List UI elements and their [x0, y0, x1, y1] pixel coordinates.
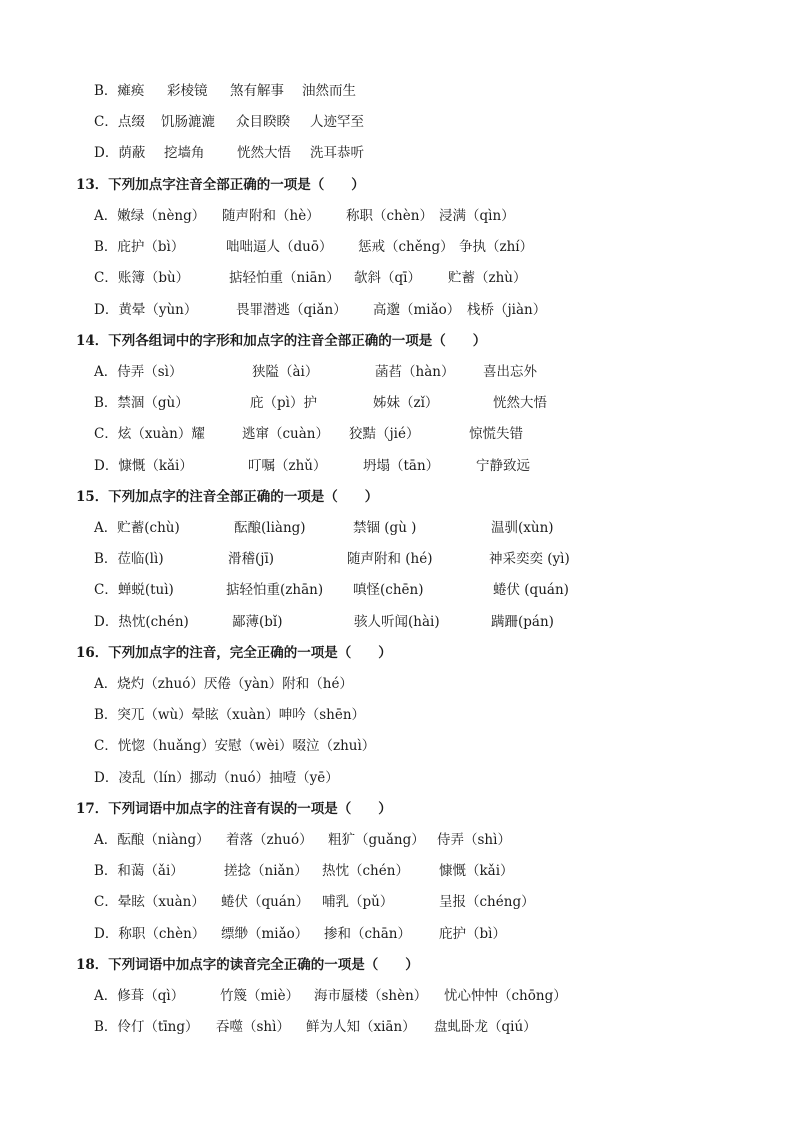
option-text: 惊慌失错 [469, 426, 523, 442]
option-text: 浸满（qìn） [439, 208, 515, 224]
option-text: A．修葺（qì） [94, 988, 185, 1004]
option-text: 栈桥（jiàn） [467, 302, 547, 318]
option-text: C．炫（xuàn）耀 [94, 426, 205, 442]
option-text: 盘虬卧龙（qiú） [434, 1019, 537, 1035]
option-text: 随声附和（hè） [222, 208, 320, 224]
option-text: 洗耳恭听 [310, 145, 364, 161]
option-text: D．慷慨（kǎi） [94, 458, 193, 474]
option-text: 酝酿(liàng) [234, 520, 306, 536]
option-text: 惩戒（chěng） [358, 239, 454, 255]
question-text: 18．下列词语中加点字的读音完全正确的一项是（ ） [76, 957, 419, 973]
option-text: 庇护（bì） [439, 926, 506, 942]
option-text: 神采奕奕 (yì) [489, 551, 570, 567]
option-text: B．突兀（wù）晕眩（xuàn）呻吟（shēn） [94, 707, 366, 723]
option-text: 掺和（chān） [324, 926, 411, 942]
option-text: 热忱（chén） [322, 863, 409, 879]
option-text: B．伶仃（tīng） [94, 1019, 199, 1035]
option-text: 庇（pì）护 [250, 395, 317, 411]
question-text: 14．下列各组词中的字形和加点字的注音全部正确的一项是（ ） [76, 333, 487, 349]
option-text: C．晕眩（xuàn） [94, 894, 205, 910]
option-text: 高邈（miǎo） [373, 302, 461, 318]
option-text: C．账簿（bù） [94, 270, 190, 286]
option-text: 恍然大悟 [493, 395, 547, 411]
option-text: 掂轻怕重(zhān) [226, 582, 324, 598]
option-text: 姊妹（zǐ） [373, 395, 439, 411]
option-text: 逃窜（cuàn） [242, 426, 329, 442]
option-text: 骇人听闻(hài) [354, 614, 440, 630]
option-text: 饥肠漉漉 [161, 114, 215, 130]
option-text: D．黄晕（yùn） [94, 302, 198, 318]
option-text: 蜷伏 (quán) [493, 582, 569, 598]
option-text: 禁锢 (gù ) [353, 520, 417, 536]
option-text: A．贮蓄(chù) [94, 520, 180, 536]
option-text: 掂轻怕重（niān） [229, 270, 340, 286]
option-text: D．荫蔽 [94, 145, 146, 161]
option-text: 喜出忘外 [483, 364, 537, 380]
option-text: 着落（zhuó） [226, 832, 313, 848]
option-text: A．烧灼（zhuó）厌倦（yàn）附和（hé） [94, 676, 353, 692]
option-text: 众目睽睽 [236, 114, 290, 130]
question-text: 13．下列加点字注音全部正确的一项是（ ） [76, 177, 365, 193]
option-text: 称职（chèn） [346, 208, 433, 224]
option-text: 蹒跚(pán) [491, 614, 554, 630]
option-text: B．禁涸（gù） [94, 395, 189, 411]
option-text: 随声附和 (hé) [347, 551, 433, 567]
option-text: 欹斜（qī） [354, 270, 421, 286]
option-text: B．瘫痪 [94, 83, 145, 99]
option-text: 海市蜃楼（shèn） [314, 988, 428, 1004]
option-text: 叮嘱（zhǔ） [248, 458, 327, 474]
option-text: 宁静致远 [476, 458, 530, 474]
option-text: 蜷伏（quán） [221, 894, 310, 910]
option-text: 忧心忡忡（chōng） [444, 988, 567, 1004]
option-text: 呈报（chéng） [439, 894, 535, 910]
option-text: C．蝉蜕(tuì) [94, 582, 174, 598]
option-text: 咄咄逼人（duō） [226, 239, 333, 255]
option-text: 侍弄（shì） [437, 832, 511, 848]
option-text: D．称职（chèn） [94, 926, 206, 942]
option-text: 鄙薄(bǐ) [232, 614, 283, 630]
option-text: A．侍弄（sì） [94, 364, 183, 380]
option-text: C．点缀 [94, 114, 145, 130]
option-text: 菡萏（hàn） [375, 364, 455, 380]
option-text: 鲜为人知（xiān） [306, 1019, 416, 1035]
option-text: 争执（zhí） [459, 239, 534, 255]
option-text: D．凌乱（lín）挪动（nuó）抽噎（yē） [94, 770, 339, 786]
option-text: 人迹罕至 [310, 114, 364, 130]
option-text: 温驯(xùn) [491, 520, 554, 536]
option-text: 滑稽(jī) [228, 551, 275, 567]
option-text: 粗犷（guǎng） [328, 832, 425, 848]
option-text: 恍然大悟 [237, 145, 291, 161]
option-text: 缥缈（miǎo） [221, 926, 309, 942]
option-text: 狭隘（ài） [252, 364, 319, 380]
option-text: D．热忱(chén) [94, 614, 189, 630]
option-text: 挖墙角 [164, 145, 205, 161]
option-text: 煞有解事 [230, 83, 284, 99]
option-text: 嗔怪(chēn) [353, 582, 424, 598]
option-text: A．酝酿（niàng） [94, 832, 210, 848]
option-text: 狡黠（jié） [349, 426, 420, 442]
question-text: 17．下列词语中加点字的注音有误的一项是（ ） [76, 801, 392, 817]
option-text: 彩棱镜 [167, 83, 208, 99]
option-text: 吞噬（shì） [216, 1019, 290, 1035]
option-text: 慷慨（kǎi） [439, 863, 514, 879]
question-text: 15．下列加点字的注音全部正确的一项是（ ） [76, 489, 379, 505]
option-text: 哺乳（pǔ） [322, 894, 394, 910]
option-text: B．莅临(lì) [94, 551, 164, 567]
option-text: 坍塌（tān） [363, 458, 440, 474]
question-text: 16．下列加点字的注音，完全正确的一项是（ ） [76, 645, 392, 661]
option-text: 搓捻（niǎn） [224, 863, 308, 879]
option-text: 竹篾（miè） [220, 988, 300, 1004]
option-text: 贮蓄（zhù） [448, 270, 527, 286]
option-text: 油然而生 [302, 83, 356, 99]
option-text: 畏罪潜逃（qiǎn） [236, 302, 347, 318]
option-text: B．庇护（bì） [94, 239, 185, 255]
option-text: C．恍惚（huǎng）安慰（wèi）啜泣（zhuì） [94, 738, 376, 754]
option-text: A．嫩绿（nèng） [94, 208, 206, 224]
option-text: B．和蔼（ǎi） [94, 863, 184, 879]
